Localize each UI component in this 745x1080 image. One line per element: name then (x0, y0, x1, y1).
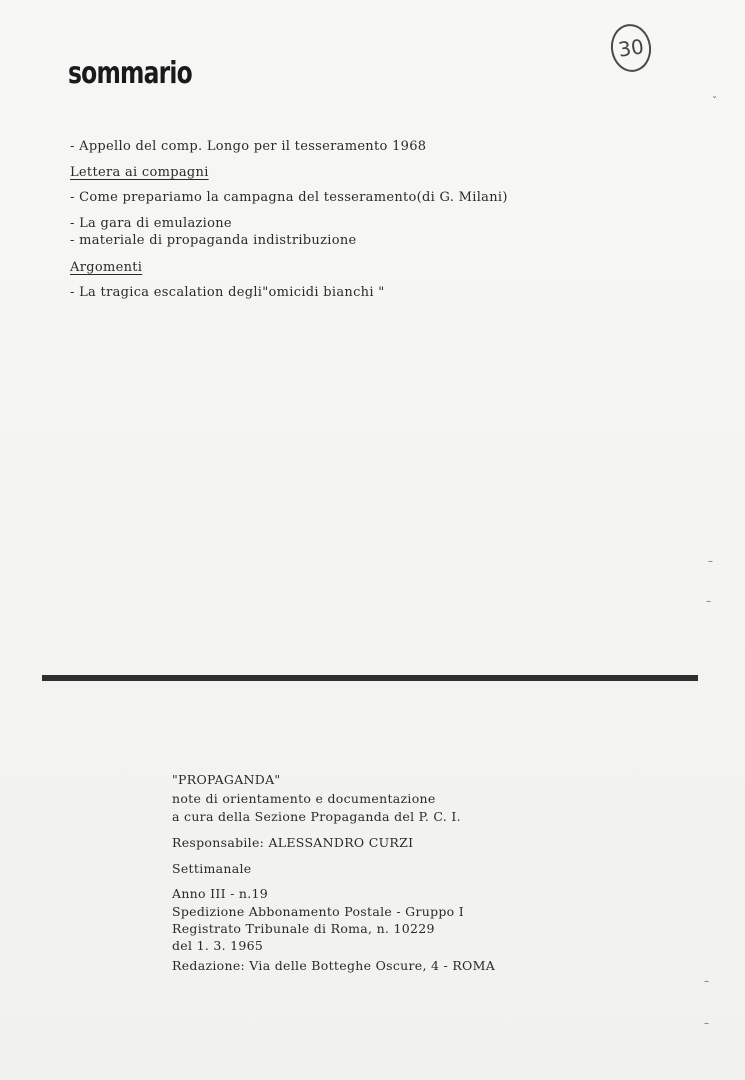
page-title: sommario (68, 56, 192, 91)
toc-section-heading: Lettera ai compagni (70, 165, 209, 180)
page-number-stamp: 30 (608, 21, 654, 74)
toc-item: - La tragica escalation degli"omicidi bianchi " (70, 285, 385, 300)
toc-item: - materiale di propaganda indistribuzione (70, 233, 357, 248)
colophon-line: note di orientamento e documentazione (172, 791, 436, 806)
toc-item: - Appello del comp. Longo per il tesseramento 1968 (70, 139, 427, 154)
horizontal-divider (42, 675, 698, 681)
colophon-date: del 1. 3. 1965 (172, 938, 264, 953)
colophon-responsabile: Responsabile: ALESSANDRO CURZI (172, 835, 414, 850)
scan-mark: – (706, 596, 711, 607)
colophon-registration: Registrato Tribunale di Roma, n. 10229 (172, 921, 435, 936)
publication-name: "PROPAGANDA" (172, 772, 281, 787)
scan-mark: – (708, 556, 713, 567)
scan-mark: – (704, 1018, 709, 1029)
colophon-issue: Anno III - n.19 (172, 886, 269, 901)
scan-mark: – (704, 976, 709, 987)
colophon-postal: Spedizione Abbonamento Postale - Gruppo I (172, 904, 465, 919)
colophon-address: Redazione: Via delle Botteghe Oscure, 4 - ROMA (172, 958, 496, 973)
colophon-line: a cura della Sezione Propaganda del P. C. I. (172, 809, 461, 824)
scan-mark: ˇ (712, 96, 717, 107)
toc-item: - La gara di emulazione (70, 216, 232, 231)
toc-section-heading: Argomenti (70, 260, 143, 275)
toc-item: - Come prepariamo la campagna del tesseramento(di G. Milani) (70, 190, 508, 205)
colophon-frequency: Settimanale (172, 861, 252, 876)
